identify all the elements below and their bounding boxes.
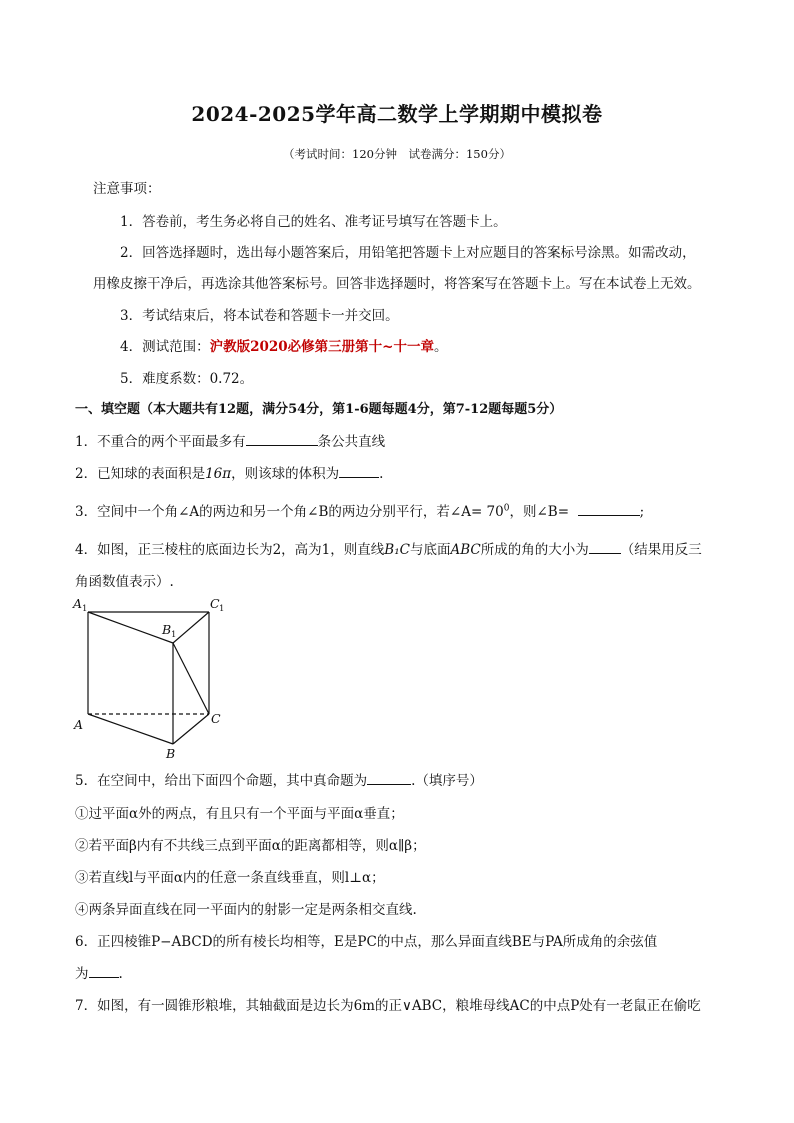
- question-4-text-a: 4．如图，正三棱柱的底面边长为2，高为1，则直线: [75, 542, 385, 558]
- notice-item-4: [120, 335, 447, 355]
- question-6-line1: 6．正四棱锥P−ABCD的所有棱长均相等，E是PC的中点，那么异面直线BE与PA所成角的余弦值: [75, 934, 658, 950]
- question-5: [75, 769, 483, 789]
- question-1-text-a: 1．不重合的两个平面最多有: [75, 434, 246, 450]
- page-title: 2024-2025学年高二数学上学期期中模拟卷: [191, 102, 603, 126]
- label-c1-sub: 1: [219, 604, 225, 614]
- notice-item-2-line2: 用橡皮擦干净后，再选涂其他答案标号。回答非选择题时，将答案写在答题卡上。写在本试卷上无效。: [93, 276, 701, 292]
- notice-item-4-suffix: 。: [433, 339, 448, 355]
- notice-item-4-scope: 沪教版2020必修第三册第十~十一章: [209, 339, 434, 355]
- question-2-text-a: 2．已知球的表面积是: [75, 466, 206, 482]
- question-5-text-b: .（填序号）: [411, 773, 483, 789]
- question-2: [75, 462, 383, 482]
- question-5-text-a: 5．在空间中，给出下面四个命题，其中真命题为: [75, 773, 368, 789]
- notice-item-1: 1．答卷前，考生务必将自己的姓名、准考证号填写在答题卡上。: [120, 214, 507, 230]
- edge-b-c: [173, 714, 209, 744]
- section-heading: 一、填空题（本大题共有12题，满分54分，第1-6题每题4分，第7-12题每题5分）: [75, 402, 563, 417]
- notice-item-3: 3．考试结束后，将本试卷和答题卡一并交回。: [120, 308, 399, 324]
- question-5-option-2: ②若平面β内有不共线三点到平面α的距离都相等，则α∥β；: [75, 838, 426, 854]
- label-b1: B: [162, 622, 172, 637]
- question-2-text-c: .: [379, 466, 384, 482]
- edge-b1-c1: [173, 612, 209, 643]
- answer-blank-4: [589, 541, 621, 554]
- question-3-text-b: ，则∠B=: [509, 504, 570, 520]
- question-3-text-c: ;: [639, 504, 645, 520]
- question-4-text-b: 与底面: [409, 542, 451, 558]
- edge-a1-b1: [88, 612, 173, 643]
- edge-a-b: [88, 714, 173, 744]
- prism-figure: [70, 592, 230, 762]
- question-5-option-3: ③若直线l与平面α内的任意一条直线垂直，则l⊥α；: [75, 870, 385, 886]
- answer-blank-3: [578, 503, 640, 516]
- question-5-option-4: ④两条异面直线在同一平面内的射影一定是两条相交直线.: [75, 902, 417, 918]
- question-2-math: 16π: [205, 466, 232, 482]
- notice-item-2-line1: 2．回答选择题时，选出每小题答案后，用铅笔把答题卡上对应题目的答案标号涂黑。如需改动，: [120, 245, 696, 261]
- question-6-line2: [75, 962, 123, 982]
- label-a: A: [74, 717, 84, 732]
- label-b: B: [166, 746, 176, 761]
- label-a1: A: [73, 596, 83, 611]
- question-1-text-b: 条公共直线: [317, 434, 386, 450]
- question-6-text-a: 为: [75, 966, 89, 982]
- question-3-degree: 0: [503, 503, 510, 514]
- question-6-text-end: .: [118, 966, 123, 982]
- answer-blank-2: [339, 465, 379, 478]
- notice-item-4-prefix: 4．测试范围：: [120, 339, 210, 355]
- answer-blank-1: [246, 433, 318, 446]
- question-5-option-1: ①过平面α外的两点，有且只有一个平面与平面α垂直；: [75, 806, 404, 822]
- label-c: C: [211, 711, 221, 726]
- question-4-line-b1c: B₁C: [384, 542, 410, 558]
- question-4-text-c: 所成的角的大小为: [480, 542, 589, 558]
- question-4-text-d: （结果用反三: [620, 542, 702, 558]
- question-1: [75, 430, 385, 450]
- answer-blank-6: [89, 965, 119, 978]
- answer-blank-5: [367, 772, 411, 785]
- question-4: [75, 538, 702, 558]
- question-4-plane-abc: ABC: [450, 542, 481, 558]
- exam-subtitle: （考试时间：120分钟 试卷满分：150分）: [283, 147, 511, 161]
- segment-b1-c: [173, 643, 209, 714]
- notice-heading: 注意事项：: [93, 181, 161, 197]
- question-2-text-b: ，则该球的体积为: [231, 466, 340, 482]
- label-a1-sub: 1: [82, 604, 88, 614]
- question-4-line2: 角函数值表示）.: [75, 574, 174, 590]
- notice-item-5: 5．难度系数：0.72。: [120, 371, 254, 387]
- question-3-text-a: 3．空间中一个角∠A的两边和另一个角∠B的两边分别平行，若∠A= 70: [75, 504, 504, 520]
- label-b1-sub: 1: [171, 630, 177, 640]
- label-c1: C: [210, 596, 220, 611]
- question-3: [75, 500, 644, 520]
- question-7-line1: 7．如图，有一圆锥形粮堆，其轴截面是边长为6m的正∨ABC，粮堆母线AC的中点P处有一老鼠正在偷吃: [75, 998, 701, 1014]
